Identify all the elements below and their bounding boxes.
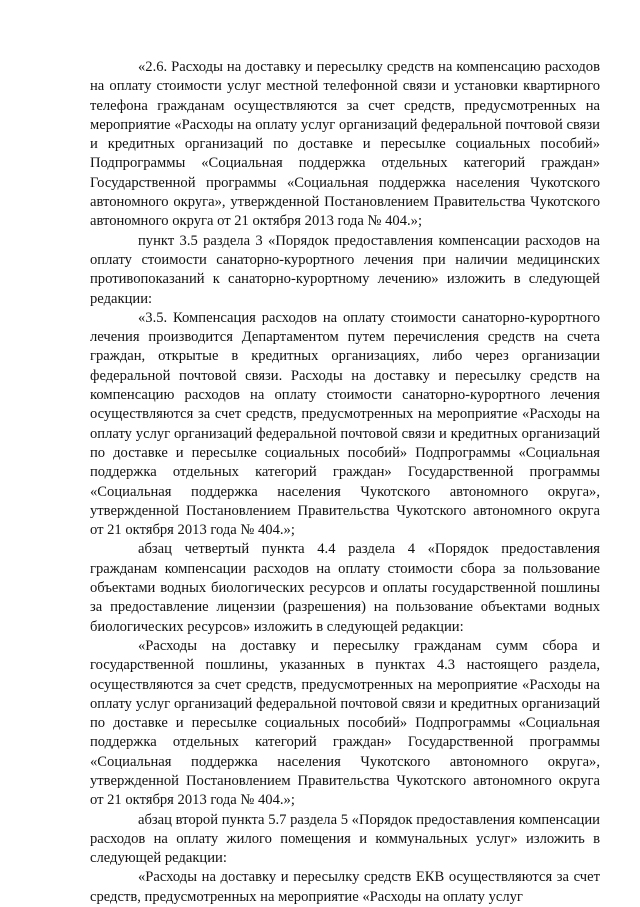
paragraph-amend-point-4-4: абзац четвертый пункта 4.4 раздела 4 «Порядок предоставления гражданам компенсации расходов на оплату стоимости сбора за пользование объектами водных биологических ресурсов и оплаты государственной пошлины за предоставление лицензии (разрешения) на пользование объектами водных биологических ресурсов» изложить в следующей редакции:: [90, 541, 600, 635]
paragraph-amend-point-3-5: пункт 3.5 раздела 3 «Порядок предоставления компенсации расходов на оплату стоимости санаторно-курортного лечения при наличии медицинских противопоказаний к санаторно-курортному лечению» изложить в следующей редакции:: [90, 232, 600, 307]
paragraph-2-6-delivery-expenses: «2.6. Расходы на доставку и пересылку средств на компенсацию расходов на оплату стоимости услуг местной телефонной связи и установки квартирного телефона гражданам осуществляются за счет средств, предусмотренных на мероприятие «Расходы на оплату услуг организаций федеральной почтовой связи и кредитных организаций по доставке и пересылке социальных пособий» Подпрограммы «Социальная поддержка отдельных категорий граждан» Государственной программы «Социальная поддержка населения Чукотского автономного округа», утвержденной Постановлением Правительства Чукотского автономного округа от 21 октября 2013 года № 404.»;: [90, 59, 600, 230]
paragraph-amend-point-5-7: абзац второй пункта 5.7 раздела 5 «Порядок предоставления компенсации расходов на оплату жилого помещения и коммунальных услуг» изложить в следующей редакции:: [90, 811, 600, 867]
paragraph-3-5-sanatorium-compensation: «3.5. Компенсация расходов на оплату стоимости санаторно-курортного лечения производится Департаментом путем перечисления средств на счета граждан, открытые в кредитных организациях, либо через организации федеральной почтовой связи. Расходы на доставку и пересылку средств на компенсацию расходов на оплату стоимости санаторно-курортного лечения осуществляются за счет средств, предусмотренных на мероприятие «Расходы на оплату услуг организаций федеральной почтовой связи и кредитных организаций по доставке и пересылке социальных пособий» Подпрограммы «Социальная поддержка отдельных категорий граждан» Государственной программы «Социальная поддержка населения Чукотского автономного округа», утвержденной Постановлением Правительства Чукотского автономного округа от 21 октября 2013 года № 404.»;: [90, 309, 600, 539]
paragraph-fee-delivery-expenses: «Расходы на доставку и пересылку гражданам сумм сбора и государственной пошлины, указанных в пунктах 4.3 настоящего раздела, осуществляются за счет средств, предусмотренных на мероприятие «Расходы на оплату услуг организаций федеральной почтовой связи и кредитных организаций по доставке и пересылке социальных пособий» Подпрограммы «Социальная поддержка отдельных категорий граждан» Государственной программы «Социальная поддержка населения Чукотского автономного округа», утвержденной Постановлением Правительства Чукотского автономного округа от 21 октября 2013 года № 404.»;: [90, 637, 600, 809]
paragraph-ekv-delivery-expenses: «Расходы на доставку и пересылку средств ЕКВ осуществляются за счет средств, предусмотренных на мероприятие «Расходы на оплату услуг: [90, 869, 600, 905]
document-page: [90, 58, 600, 907]
